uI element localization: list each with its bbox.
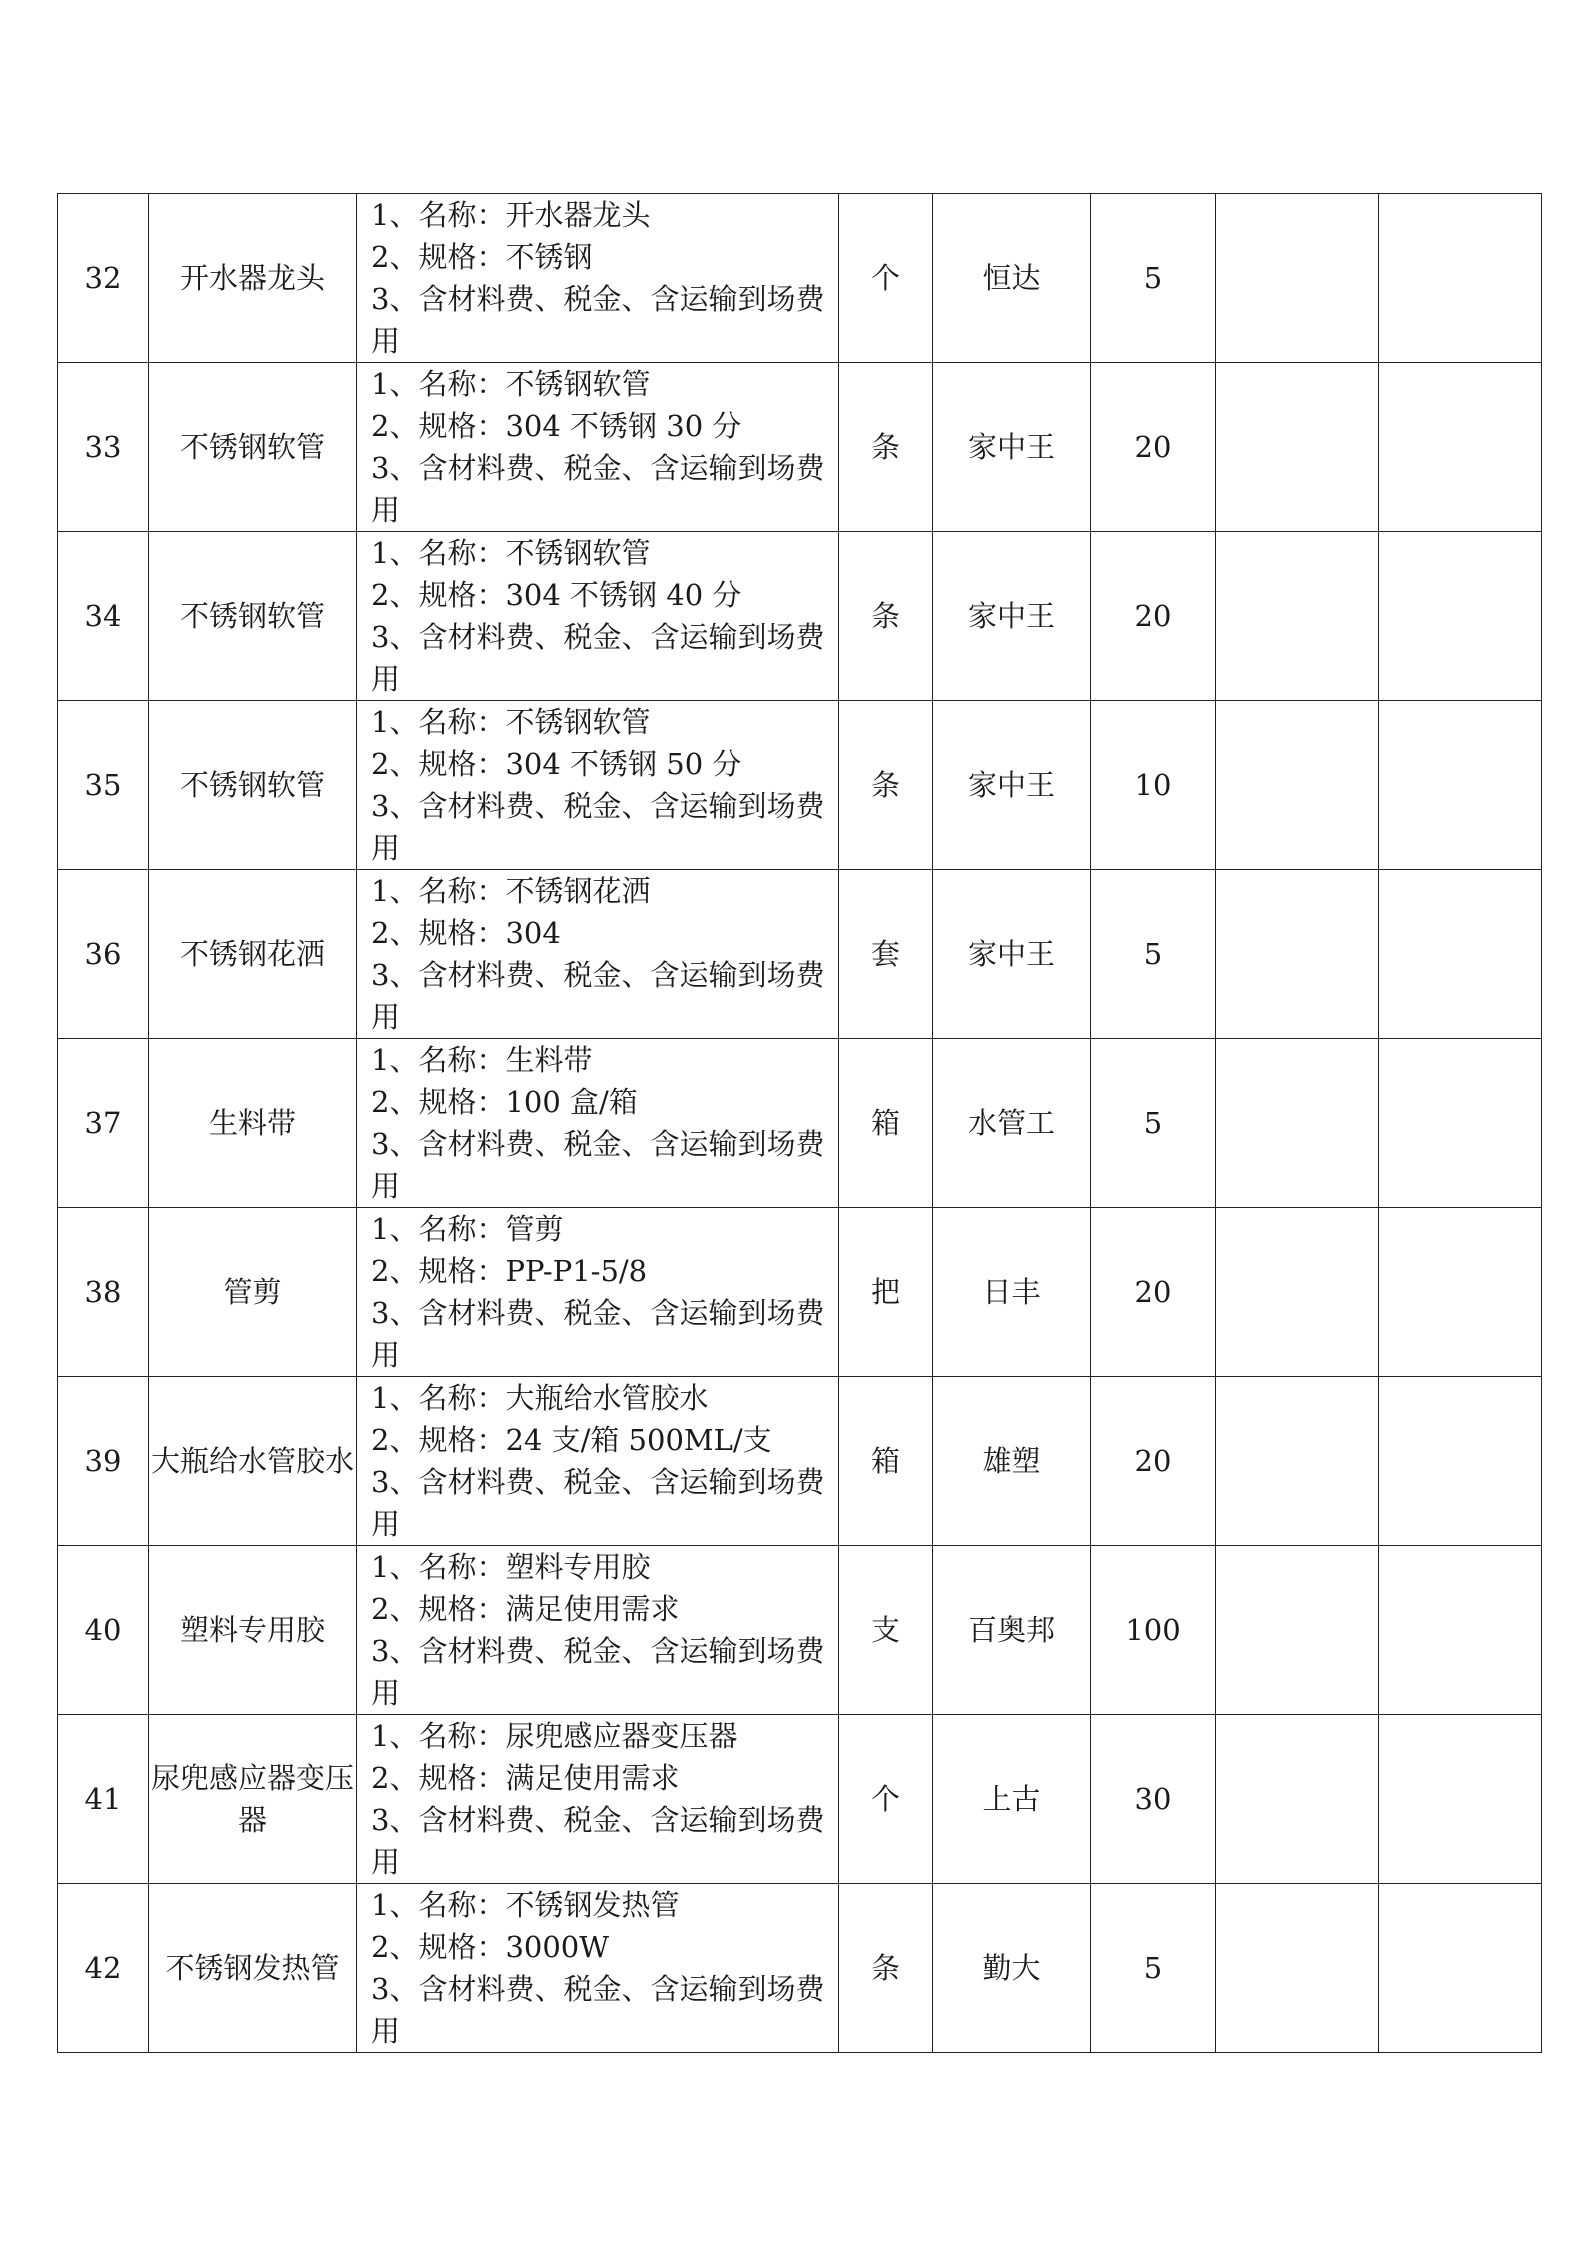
item-quantity: 5	[1091, 1884, 1216, 2053]
total-price-cell	[1379, 1884, 1542, 2053]
description-line: 3、含材料费、税金、含运输到场费用	[371, 958, 825, 1034]
item-name: 不锈钢软管	[149, 701, 357, 870]
item-name: 塑料专用胶	[149, 1546, 357, 1715]
unit-price-cell	[1216, 1546, 1379, 1715]
unit-price-cell	[1216, 1208, 1379, 1377]
total-price-cell	[1379, 1715, 1542, 1884]
items-table	[57, 193, 1542, 2053]
item-brand: 水管工	[933, 1039, 1091, 1208]
item-brand: 上古	[933, 1715, 1091, 1884]
description-line: 3、含材料费、税金、含运输到场费用	[371, 789, 825, 865]
row-number: 36	[58, 870, 149, 1039]
total-price-cell	[1379, 194, 1542, 363]
total-price-cell	[1379, 1208, 1542, 1377]
description-line: 1、名称：不锈钢软管	[371, 536, 651, 570]
description-line: 3、含材料费、税金、含运输到场费用	[371, 451, 825, 527]
item-unit: 条	[839, 363, 933, 532]
item-description	[357, 1377, 839, 1546]
description-line: 3、含材料费、税金、含运输到场费用	[371, 620, 825, 696]
item-quantity: 100	[1091, 1546, 1216, 1715]
description-line: 1、名称：开水器龙头	[371, 198, 651, 232]
item-quantity: 5	[1091, 1039, 1216, 1208]
description-line: 2、规格：304 不锈钢 40 分	[371, 578, 742, 612]
description-line: 1、名称：尿兜感应器变压器	[371, 1719, 738, 1753]
table-row	[58, 1377, 1542, 1546]
item-description	[357, 870, 839, 1039]
table-row	[58, 1208, 1542, 1377]
item-name: 不锈钢软管	[149, 363, 357, 532]
item-brand: 家中王	[933, 701, 1091, 870]
row-number: 42	[58, 1884, 149, 2053]
description-line: 2、规格：304 不锈钢 30 分	[371, 409, 742, 443]
total-price-cell	[1379, 363, 1542, 532]
description-line: 1、名称：不锈钢发热管	[371, 1888, 680, 1922]
item-unit: 个	[839, 194, 933, 363]
unit-price-cell	[1216, 363, 1379, 532]
description-line: 3、含材料费、税金、含运输到场费用	[371, 1465, 825, 1541]
item-unit: 条	[839, 532, 933, 701]
description-line: 2、规格：不锈钢	[371, 240, 593, 274]
table-row	[58, 194, 1542, 363]
total-price-cell	[1379, 1039, 1542, 1208]
unit-price-cell	[1216, 701, 1379, 870]
item-brand: 雄塑	[933, 1377, 1091, 1546]
total-price-cell	[1379, 1377, 1542, 1546]
table-row	[58, 1715, 1542, 1884]
table-row	[58, 701, 1542, 870]
description-line: 1、名称：不锈钢花洒	[371, 874, 651, 908]
item-description	[357, 363, 839, 532]
table-row	[58, 363, 1542, 532]
description-line: 2、规格：PP-P1-5/8	[371, 1254, 648, 1288]
unit-price-cell	[1216, 1039, 1379, 1208]
total-price-cell	[1379, 870, 1542, 1039]
description-line: 3、含材料费、税金、含运输到场费用	[371, 1634, 825, 1710]
item-quantity: 20	[1091, 1208, 1216, 1377]
item-name: 不锈钢花洒	[149, 870, 357, 1039]
description-line: 2、规格：满足使用需求	[371, 1592, 680, 1626]
row-number: 40	[58, 1546, 149, 1715]
item-description	[357, 194, 839, 363]
description-line: 3、含材料费、税金、含运输到场费用	[371, 1127, 825, 1203]
table-row	[58, 1546, 1542, 1715]
unit-price-cell	[1216, 194, 1379, 363]
item-unit: 套	[839, 870, 933, 1039]
item-brand: 恒达	[933, 194, 1091, 363]
item-brand: 家中王	[933, 363, 1091, 532]
item-name: 不锈钢发热管	[149, 1884, 357, 2053]
item-description	[357, 1715, 839, 1884]
item-unit: 把	[839, 1208, 933, 1377]
description-line: 2、规格：24 支/箱 500ML/支	[371, 1423, 772, 1457]
item-brand: 家中王	[933, 532, 1091, 701]
row-number: 39	[58, 1377, 149, 1546]
item-description	[357, 701, 839, 870]
item-name: 尿兜感应器变压器	[149, 1715, 357, 1884]
description-line: 2、规格：304 不锈钢 50 分	[371, 747, 742, 781]
row-number: 34	[58, 532, 149, 701]
item-name: 开水器龙头	[149, 194, 357, 363]
item-unit: 箱	[839, 1039, 933, 1208]
item-name: 大瓶给水管胶水	[149, 1377, 357, 1546]
item-description	[357, 1208, 839, 1377]
total-price-cell	[1379, 1546, 1542, 1715]
table-row	[58, 1039, 1542, 1208]
row-number: 37	[58, 1039, 149, 1208]
description-line: 1、名称：管剪	[371, 1212, 564, 1246]
unit-price-cell	[1216, 1884, 1379, 2053]
item-brand: 勤大	[933, 1884, 1091, 2053]
unit-price-cell	[1216, 1715, 1379, 1884]
item-quantity: 20	[1091, 532, 1216, 701]
item-unit: 个	[839, 1715, 933, 1884]
description-line: 1、名称：不锈钢软管	[371, 705, 651, 739]
table-row	[58, 532, 1542, 701]
item-description	[357, 532, 839, 701]
row-number: 38	[58, 1208, 149, 1377]
row-number: 35	[58, 701, 149, 870]
description-line: 1、名称：塑料专用胶	[371, 1550, 651, 1584]
description-line: 2、规格：304	[371, 916, 561, 950]
description-line: 3、含材料费、税金、含运输到场费用	[371, 1803, 825, 1879]
total-price-cell	[1379, 701, 1542, 870]
description-line: 1、名称：不锈钢软管	[371, 367, 651, 401]
unit-price-cell	[1216, 532, 1379, 701]
item-brand: 百奥邦	[933, 1546, 1091, 1715]
item-quantity: 5	[1091, 194, 1216, 363]
item-name: 生料带	[149, 1039, 357, 1208]
item-quantity: 20	[1091, 363, 1216, 532]
item-description	[357, 1546, 839, 1715]
item-brand: 日丰	[933, 1208, 1091, 1377]
row-number: 33	[58, 363, 149, 532]
item-quantity: 20	[1091, 1377, 1216, 1546]
item-name: 管剪	[149, 1208, 357, 1377]
item-description	[357, 1039, 839, 1208]
unit-price-cell	[1216, 1377, 1379, 1546]
row-number: 32	[58, 194, 149, 363]
description-line: 3、含材料费、税金、含运输到场费用	[371, 1972, 825, 2048]
item-unit: 箱	[839, 1377, 933, 1546]
item-unit: 条	[839, 701, 933, 870]
item-description	[357, 1884, 839, 2053]
description-line: 1、名称：大瓶给水管胶水	[371, 1381, 709, 1415]
item-unit: 条	[839, 1884, 933, 2053]
table-row	[58, 870, 1542, 1039]
description-line: 2、规格：3000W	[371, 1930, 610, 1964]
item-quantity: 5	[1091, 870, 1216, 1039]
total-price-cell	[1379, 532, 1542, 701]
row-number: 41	[58, 1715, 149, 1884]
item-quantity: 30	[1091, 1715, 1216, 1884]
description-line: 3、含材料费、税金、含运输到场费用	[371, 1296, 825, 1372]
description-line: 2、规格：满足使用需求	[371, 1761, 680, 1795]
unit-price-cell	[1216, 870, 1379, 1039]
description-line: 1、名称：生料带	[371, 1043, 593, 1077]
item-name: 不锈钢软管	[149, 532, 357, 701]
table-body	[58, 194, 1542, 2053]
item-quantity: 10	[1091, 701, 1216, 870]
item-unit: 支	[839, 1546, 933, 1715]
description-line: 2、规格：100 盒/箱	[371, 1085, 638, 1119]
description-line: 3、含材料费、税金、含运输到场费用	[371, 282, 825, 358]
item-brand: 家中王	[933, 870, 1091, 1039]
table-row	[58, 1884, 1542, 2053]
